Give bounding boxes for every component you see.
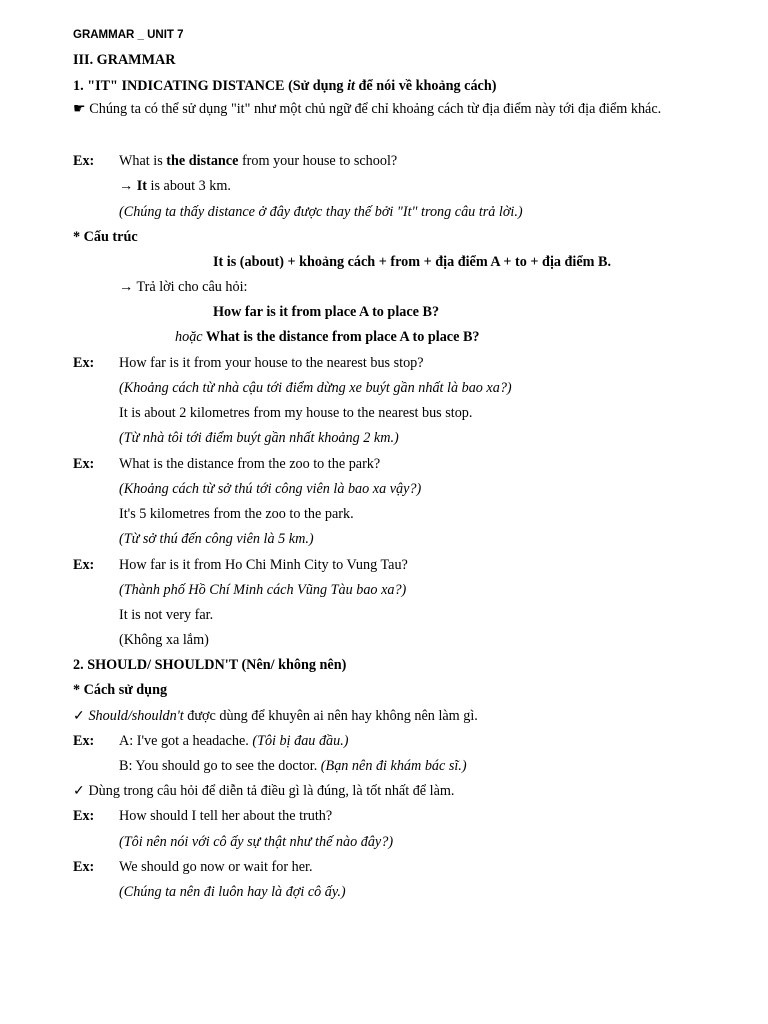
- example-label: Ex:: [73, 153, 95, 169]
- part1-intro: [73, 97, 703, 123]
- structure-label: * Cấu trúc: [73, 229, 138, 245]
- arrow-right-icon: →: [119, 279, 134, 295]
- checkmark-icon: ✓: [73, 783, 85, 799]
- example-question: What is the distance from your house to school?: [119, 153, 398, 169]
- usage-label: * Cách sử dụng: [73, 682, 168, 698]
- section-title: III. GRAMMAR: [73, 52, 176, 68]
- example-question: How should I tell her about the truth?: [119, 808, 333, 824]
- part1-heading-end: để nói về khoảng cách): [354, 78, 497, 94]
- part2-heading: 2. SHOULD/ SHOULDN'T (Nên/ không nên): [73, 657, 347, 673]
- usage-rule-1: ✓ Should/shouldn't được dùng để khuyên ai nên hay không nên làm gì.: [73, 708, 478, 724]
- example-answer: → It is about 3 km.: [119, 178, 231, 194]
- example-question: We should go now or wait for her.: [119, 859, 313, 875]
- document-header: GRAMMAR _ UNIT 7: [73, 29, 184, 41]
- example-label: Ex:: [73, 733, 95, 749]
- example-question: How far is it from your house to the nearest bus stop?: [119, 355, 424, 371]
- part1-heading-start: 1. "IT" INDICATING DISTANCE (Sử dụng: [73, 78, 348, 94]
- example-label: Ex:: [73, 355, 95, 371]
- arrow-right-icon: →: [119, 178, 134, 194]
- example-question: What is the distance from the zoo to the park?: [119, 456, 381, 472]
- example-answer-translation: (Không xa lắm): [119, 632, 209, 648]
- example-question-translation: (Thành phố Hồ Chí Minh cách Vũng Tàu bao xa?): [119, 582, 407, 598]
- usage-rule-2: ✓ Dùng trong câu hỏi để diễn tả điều gì là đúng, là tốt nhất để làm.: [73, 783, 455, 799]
- structure-formula: It is (about) + khoảng cách + from + địa điểm A + to + địa điểm B.: [213, 254, 612, 270]
- hand-pointer-icon: ☛: [73, 101, 86, 117]
- part1-intro-text: Chúng ta có thể sử dụng "it" như một chủ ngữ để chỉ khoảng cách từ địa điểm này tới địa điểm khác.: [85, 101, 662, 117]
- part1-heading-it: it: [347, 78, 355, 94]
- example-label: Ex:: [73, 808, 95, 824]
- dialogue-line-b: B: You should go to see the doctor. (Bạn nên đi khám bác sĩ.): [119, 758, 467, 774]
- dialogue-line-a: A: I've got a headache. (Tôi bị đau đầu.): [119, 733, 349, 749]
- example-question-translation: (Khoảng cách từ sở thú tới công viên là bao xa vậy?): [119, 481, 422, 497]
- example-question-translation: (Tôi nên nói với cô ấy sự thật như thế nào đây?): [119, 834, 394, 850]
- part1-heading: [73, 77, 496, 95]
- question-form-1: How far is it from place A to place B?: [213, 304, 440, 320]
- example-answer: It is about 2 kilometres from my house to the nearest bus stop.: [119, 405, 473, 421]
- example-question: How far is it from Ho Chi Minh City to Vung Tau?: [119, 557, 408, 573]
- example-question-translation: (Chúng ta nên đi luôn hay là đợi cô ấy.): [119, 884, 346, 900]
- question-form-2: hoặc What is the distance from place A to place B?: [175, 329, 480, 345]
- example-note: (Chúng ta thấy distance ở đây được thay thế bởi "It" trong câu trả lời.): [119, 204, 523, 220]
- example-answer-translation: (Từ nhà tôi tới điểm buýt gần nhất khoảng 2 km.): [119, 430, 399, 446]
- example-answer: It is not very far.: [119, 607, 214, 623]
- answer-intro: → Trả lời cho câu hỏi:: [119, 279, 248, 295]
- example-answer: It's 5 kilometres from the zoo to the park.: [119, 506, 354, 522]
- checkmark-icon: ✓: [73, 708, 85, 724]
- example-label: Ex:: [73, 859, 95, 875]
- example-label: Ex:: [73, 557, 95, 573]
- example-label: Ex:: [73, 456, 95, 472]
- example-question-translation: (Khoảng cách từ nhà cậu tới điểm dừng xe buýt gần nhất là bao xa?): [119, 380, 512, 396]
- example-answer-translation: (Từ sở thú đến công viên là 5 km.): [119, 531, 314, 547]
